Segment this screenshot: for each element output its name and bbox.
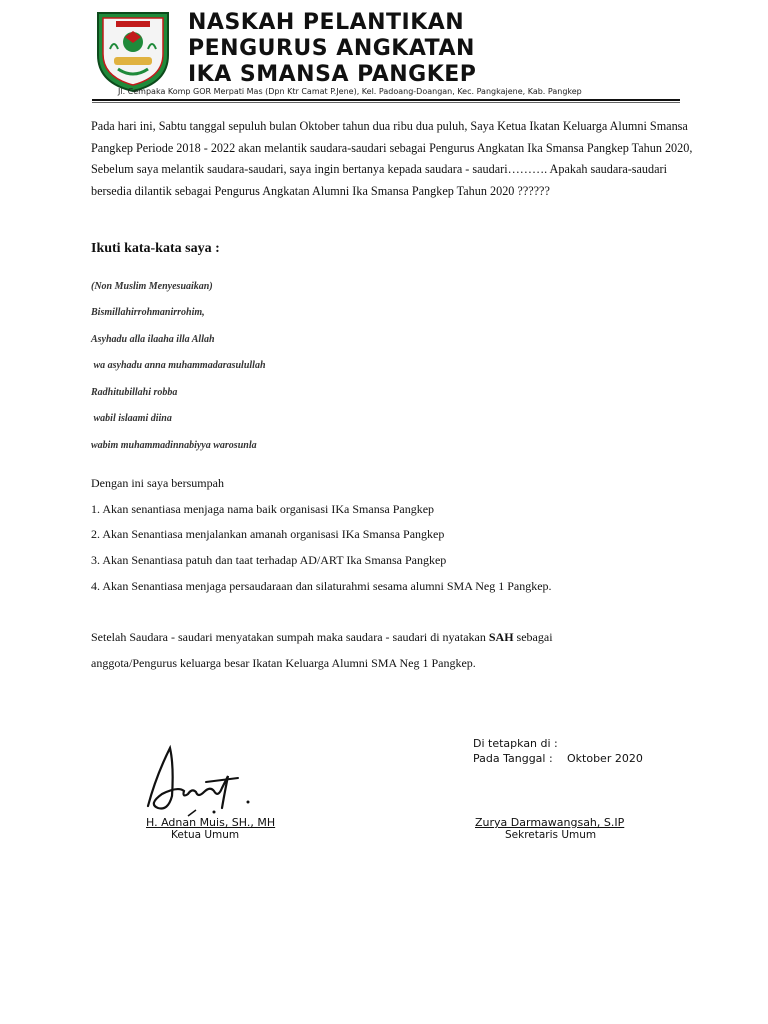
closing-text-end: sebagai [513, 630, 553, 644]
oath-line: (Non Muslim Menyesuaikan) [91, 281, 213, 292]
pledge-item: 4. Akan Senantiasa menjaga persaudaraan dan silaturahmi sesama alumni SMA Neg 1 Pangkep. [91, 579, 552, 593]
signatory-left-name: H. Adnan Muis, SH., MH [146, 816, 276, 829]
signatory-right-name: Zurya Darmawangsah, S.IP [475, 816, 625, 829]
sah-emphasis: SAH [488, 630, 514, 644]
oath-line: Bismillahirrohmanirrohim, [91, 307, 205, 318]
header-divider [92, 99, 680, 101]
closing-text: Setelah Saudara - saudari menyatakan sumpah maka saudara - saudari di nyatakan [91, 630, 489, 644]
closing-line-1 [91, 630, 553, 645]
document-title-line-2: PENGURUS ANGKATAN [188, 36, 475, 61]
oath-line: wabil islaami diina [91, 413, 172, 424]
header-address: Jl. Cempaka Komp GOR Merpati Mas (Dpn Ktr Camat P.Jene), Kel. Padoang-Doangan, Kec. Pangkajene, Kab. Pangkep [118, 87, 582, 96]
signatory-right-role: Sekretaris Umum [505, 829, 597, 841]
signatory-left-role: Ketua Umum [171, 829, 240, 841]
oath-line: Asyhadu alla ilaaha illa Allah [91, 334, 215, 345]
handwritten-signature-image [118, 736, 268, 826]
pledge-item: 3. Akan Senantiasa patuh dan taat terhadap AD/ART Ika Smansa Pangkep [91, 553, 447, 567]
oath-line: Radhitubillahi robba [91, 387, 178, 398]
pledge-item: 1. Akan senantiasa menjaga nama baik organisasi IKa Smansa Pangkep [91, 502, 435, 516]
closing-line-2: anggota/Pengurus keluarga besar Ikatan Keluarga Alumni SMA Neg 1 Pangkep. [91, 656, 476, 670]
decree-date-value: Oktober 2020 [567, 752, 643, 765]
intro-paragraph: Pada hari ini, Sabtu tanggal sepuluh bulan Oktober tahun dua ribu dua puluh, Saya Ketua Ikatan Keluarga Alumni Smansa Pangkep Periode 2018 - 2022 akan melantik saudara-saudari sebagai Pengurus Angkatan Ika Smansa Pangkep Tahun 2020, Sebelum saya melantik saudara-saudari, saya ingin bertanya kepada saudara - saudari………. Apakah saudara-saudari bersedia dilantik sebagai Pengurus Angkatan Alumni Ika Smansa Pangkep Tahun 2020 ?????? [91, 119, 693, 198]
document-title-line-3: IKA SMANSA PANGKEP [188, 62, 477, 87]
organization-emblem-icon [92, 9, 174, 93]
oath-line: wabim muhammadinnabiyya warosunla [91, 440, 257, 451]
header-divider-thin [92, 102, 680, 103]
document-title-line-1: NASKAH PELANTIKAN [188, 10, 465, 35]
oath-line: wa asyhadu anna muhammadarasulullah [91, 360, 266, 371]
decree-place-label: Di tetapkan di : [473, 737, 558, 750]
sumpah-intro: Dengan ini saya bersumpah [91, 476, 224, 490]
oath-heading: Ikuti kata-kata saya : [91, 241, 220, 256]
pledge-item: 2. Akan Senantiasa menjalankan amanah organisasi IKa Smansa Pangkep [91, 527, 445, 541]
decree-date-label: Pada Tanggal : [473, 752, 553, 765]
